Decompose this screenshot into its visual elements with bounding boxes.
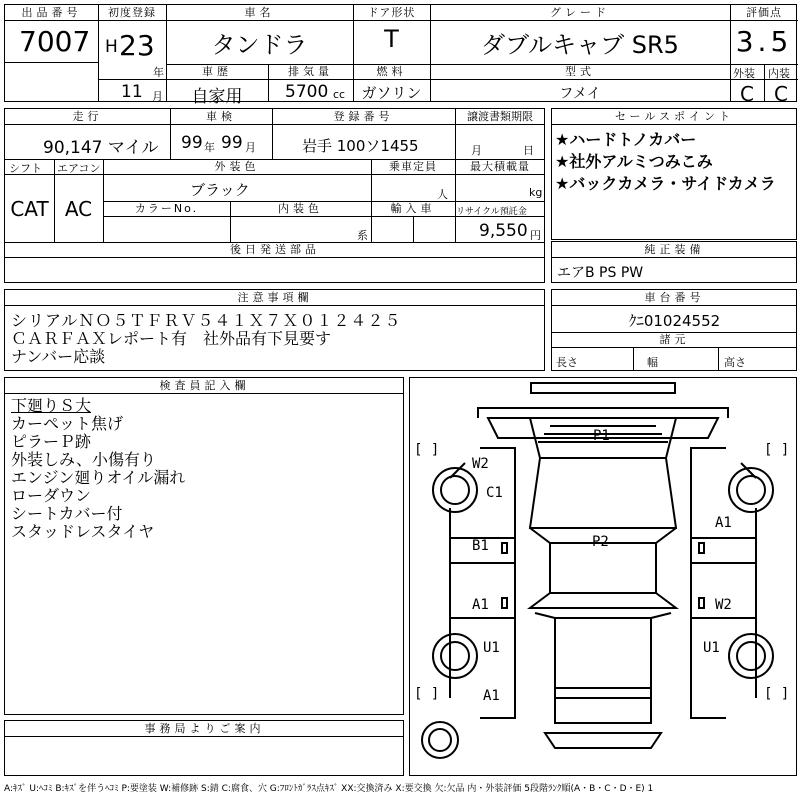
mark-p1: P1 <box>593 428 610 444</box>
sales-point-2: ★社外アルミつみこみ <box>555 152 713 171</box>
mark-u1-left: U1 <box>483 640 500 656</box>
inspector-line-2: カーペット焦げ <box>11 414 124 433</box>
legend: A:ｷｽﾞ U:ﾍｺﾐ B:ｷｽﾞを伴うﾍｺﾐ P:要塗装 W:補修跡 S:錆 C:腐食、穴 G:ﾌﾛﾝﾄｶﾞﾗｽ点ｷｽﾞ XX:交換済み X:要交換 欠:欠品 内・外装評価 5段階ﾗﾝｸ順(A・B・C・D・E) 1 <box>4 784 654 794</box>
first-reg-year: 23 <box>119 29 155 62</box>
color: ブラック <box>190 181 250 199</box>
mileage-label: 走行 <box>72 110 103 123</box>
chassis-label: 車台番号 <box>644 291 705 304</box>
model: フメイ <box>559 86 601 102</box>
transfer-day-unit: 日 <box>523 144 534 157</box>
inspector-label: 検査員記入欄 <box>159 379 250 392</box>
mark-a1-left-rear: A1 <box>483 688 500 704</box>
interior-color-unit: 系 <box>357 229 368 242</box>
equipment-label: 純正装備 <box>644 243 705 256</box>
mark-w2-right: W2 <box>715 597 732 613</box>
inspector-line-4: 外装しみ、小傷有り <box>11 450 156 469</box>
score-label: 評価点 <box>746 6 782 19</box>
mark-b1: B1 <box>472 538 489 554</box>
color-no-label: カラーNo. <box>134 202 199 215</box>
notes-line-2: ＣＡＲＦＡＸレポート有 社外品有下見要す <box>11 329 332 348</box>
inspector-line-3: ピラーＰ跡 <box>11 432 92 451</box>
mark-w2-left: W2 <box>472 456 489 472</box>
inspection-month: 99 <box>221 133 243 153</box>
bracket-right-bottom: [ ] <box>764 686 790 702</box>
recycle-label: リサイクル預託金 <box>456 207 527 217</box>
door-type: T <box>384 25 399 53</box>
lot-number: 7007 <box>19 25 91 58</box>
office-section <box>4 720 404 776</box>
notes-section <box>4 289 545 371</box>
bracket-left-top: [ ] <box>414 442 440 458</box>
bracket-right-top: [ ] <box>764 442 790 458</box>
displacement: 5700 <box>285 82 329 102</box>
int-grade-label: 内装 <box>768 67 790 80</box>
sales-points-section <box>551 108 797 240</box>
ac: AC <box>64 197 93 221</box>
int-grade: C <box>774 82 788 106</box>
history: 自家用 <box>191 87 243 107</box>
mark-a1-right-front: A1 <box>715 515 732 531</box>
specs-label: 諸元 <box>659 333 690 346</box>
plate-label: 登録番号 <box>333 110 394 123</box>
capacity-unit: 人 <box>437 188 448 201</box>
fuel: ガソリン <box>361 84 422 102</box>
plate: 岩手 100ソ1455 <box>302 137 419 155</box>
first-reg-year-unit: 年 <box>153 66 164 79</box>
vehicle-info-section <box>4 108 545 283</box>
length-label: 長さ <box>556 356 578 369</box>
model-label: 型式 <box>565 65 595 78</box>
mark-c1: C1 <box>486 485 503 501</box>
equipment: エアB PS PW <box>557 265 644 281</box>
first-reg-label: 初度登録 <box>108 6 156 19</box>
inspector-line-1: 下廻りＳ大 <box>11 396 92 415</box>
first-reg-month-unit: 月 <box>152 90 163 103</box>
notes-label: 注意事項欄 <box>237 291 313 304</box>
height-label: 高さ <box>724 356 746 369</box>
parts-label: 後日発送部品 <box>230 243 320 256</box>
grade-label: グレード <box>550 6 610 19</box>
office-label: 事務局よりご案内 <box>144 722 265 735</box>
inspector-line-8: スタッドレスタイヤ <box>11 522 155 541</box>
mark-u1-right: U1 <box>703 640 720 656</box>
load-unit: kg <box>529 186 543 199</box>
sales-points-label: セールスポイント <box>614 110 734 123</box>
first-reg-era: H <box>105 37 118 57</box>
sales-point-1: ★ハードトノカバー <box>555 130 697 149</box>
bracket-left-bottom: [ ] <box>414 686 440 702</box>
mileage: 90,147 マイル <box>43 138 159 158</box>
load-label: 最大積載量 <box>470 160 530 173</box>
first-reg-month: 11 <box>121 82 143 102</box>
inspection-year-unit: 年 <box>204 141 215 154</box>
mark-p2: P2 <box>592 534 609 550</box>
inspector-line-7: シートカバー付 <box>11 504 123 523</box>
chassis-number: ｸﾆ01024552 <box>628 312 721 330</box>
fuel-label: 燃料 <box>376 65 407 78</box>
sales-point-3: ★バックカメラ・サイドカメラ <box>555 174 776 193</box>
import-label: 輸入車 <box>390 202 436 215</box>
inspection-label: 車検 <box>206 110 236 123</box>
equipment-section <box>551 241 797 283</box>
displacement-label: 排気量 <box>288 65 333 78</box>
interior-color-label: 内装色 <box>278 202 323 215</box>
inspector-line-5: エンジン廻りオイル漏れ <box>11 468 186 487</box>
grade: ダブルキャブ SR5 <box>481 31 679 59</box>
door-label: ドア形状 <box>367 6 416 19</box>
width-label: 幅 <box>647 356 658 369</box>
ext-grade: C <box>740 82 754 106</box>
header-section <box>4 4 797 107</box>
damage-diagram <box>409 377 797 776</box>
ac-label: エアコン <box>57 162 101 175</box>
inspector-line-6: ローダウン <box>11 486 92 505</box>
recycle-amount: 9,550 <box>479 221 528 241</box>
chassis-section <box>551 289 797 371</box>
mark-a1-left-mid: A1 <box>472 597 489 613</box>
shift-label: シフト <box>9 162 42 175</box>
recycle-unit: 円 <box>530 229 541 242</box>
car-name: タンドラ <box>211 31 308 59</box>
score: 3.5 <box>735 25 793 58</box>
inspector-section <box>4 377 404 715</box>
ext-grade-label: 外装 <box>733 67 755 80</box>
inspection-month-unit: 月 <box>245 141 256 154</box>
inspection-year: 99 <box>181 133 203 153</box>
notes-line-1: シリアルＮＯ５ＴＦＲＶ５４１Ｘ７Ｘ０１２４２５ <box>11 311 402 330</box>
cc-unit: cc <box>333 88 346 101</box>
transfer-label: 譲渡書類期限 <box>467 110 533 123</box>
capacity-label: 乗車定員 <box>389 160 437 173</box>
car-name-label: 車名 <box>244 6 275 19</box>
lot-number-label: 出品番号 <box>21 6 82 19</box>
shift: CAT <box>10 197 49 221</box>
history-label: 車歴 <box>202 65 232 78</box>
color-label: 外装色 <box>214 160 260 173</box>
transfer-month-unit: 月 <box>471 144 482 157</box>
notes-line-3: ナンバー応談 <box>11 347 106 366</box>
